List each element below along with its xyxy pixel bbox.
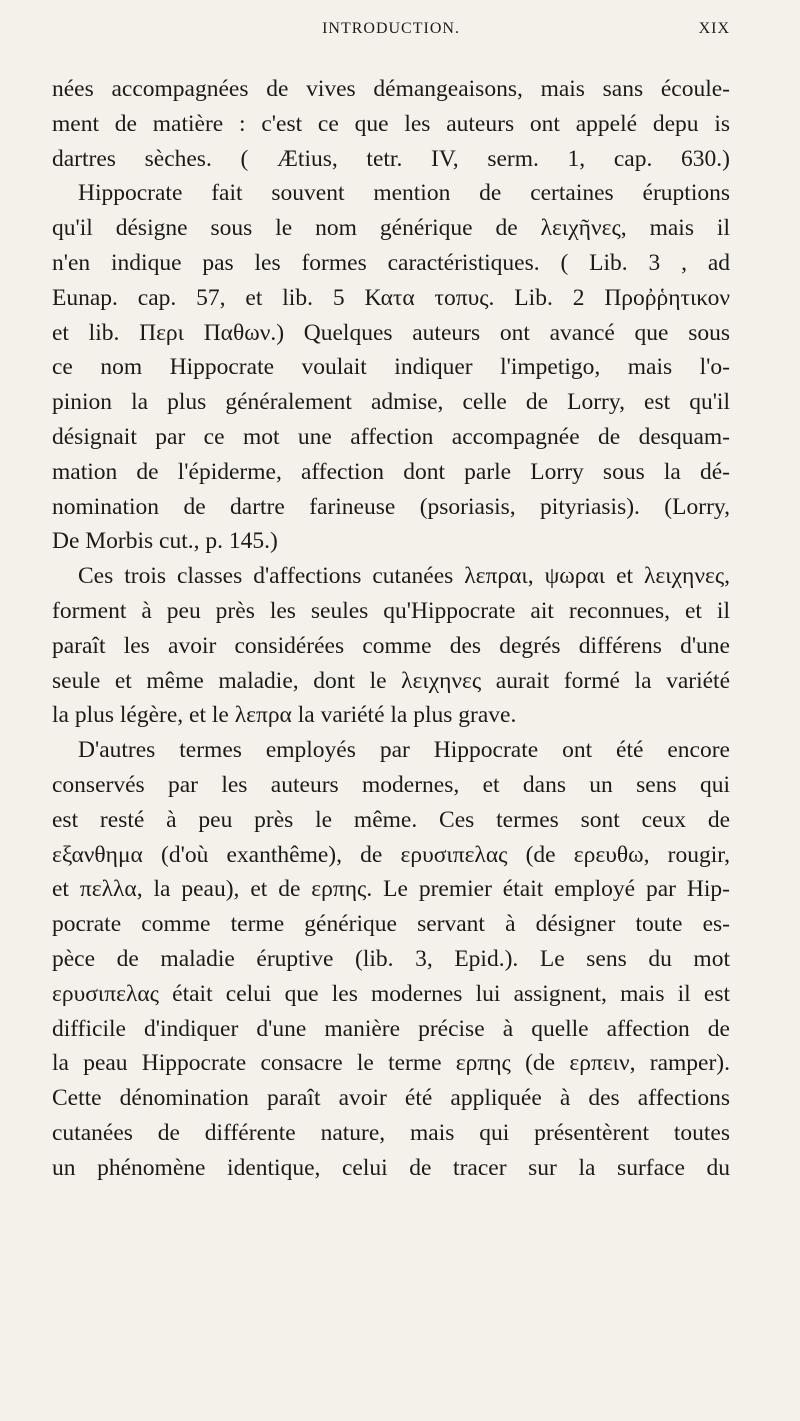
text-line: ment de matière : c'est ce que les auteurs ont appelé depu is [52,110,730,137]
text-line: et lib. Περι Παθων.) Quelques auteurs ont avancé que sous [52,319,730,346]
running-header [52,20,730,50]
text-line: paraît les avoir considérées comme des degrés différens d'une [52,632,730,659]
text-line: conservés par les auteurs modernes, et dans un sens qui [52,771,730,798]
text-line: la peau Hippocrate consacre le terme ερπης (de ερπειν, ramper). [52,1050,730,1077]
text-line: cutanées de différente nature, mais qui présentèrent toutes [52,1119,730,1146]
text-line: la plus légère, et le λεπρα la variété la plus grave. [52,702,517,729]
text-line: Eunap. cap. 57, et lib. 5 Κατα τοπυς. Lib. 2 Προῤῥητικον [52,284,730,311]
text-line: un phénomène identique, celui de tracer sur la surface du [52,1154,730,1181]
text-line: Ces trois classes d'affections cutanées λεπραι, ψωραι et λειχηνες, [78,563,730,590]
text-line: et πελλα, la peau), et de ερπης. Le premier était employé par Hip- [52,876,730,903]
text-line: n'en indique pas les formes caractéristiques. ( Lib. 3 , ad [52,249,730,276]
text-line: dartres sèches. ( Ætius, tetr. IV, serm. 1, cap. 630.) [52,145,730,172]
text-line: pèce de maladie éruptive (lib. 3, Epid.). Le sens du mot [52,945,730,972]
text-line: qu'il désigne sous le nom générique de λειχῆνες, mais il [52,215,730,242]
page-number: XIX [698,20,730,37]
running-title: INTRODUCTION. [322,20,460,37]
body-text [52,72,730,1186]
text-line: pinion la plus généralement admise, celle de Lorry, est qu'il [52,389,730,416]
text-line: Hippocrate fait souvent mention de certaines éruptions [78,180,730,207]
text-line: ερυσιπελας était celui que les modernes lui assignent, mais il est [52,980,730,1007]
text-line: Cette dénomination paraît avoir été appliquée à des affections [52,1085,730,1112]
text-line: est resté à peu près le même. Ces termes sont ceux de [52,806,730,833]
text-line: ce nom Hippocrate voulait indiquer l'impetigo, mais l'o- [52,354,730,381]
text-line: εξανθημα (d'où exanthême), de ερυσιπελας (de ερευθω, rougir, [52,841,730,868]
text-line: De Morbis cut., p. 145.) [52,528,278,555]
text-line: désignait par ce mot une affection accompagnée de desquam- [52,423,730,450]
text-line: seule et même maladie, dont le λειχηνες aurait formé la variété [52,667,730,694]
text-line: nées accompagnées de vives démangeaisons, mais sans écoule- [52,76,730,102]
text-line: difficile d'indiquer d'une manière précise à quelle affection de [52,1015,730,1042]
text-line: nomination de dartre farineuse (psoriasis, pityriasis). (Lorry, [52,493,730,520]
text-line: mation de l'épiderme, affection dont parle Lorry sous la dé- [52,458,730,485]
text-line: D'autres termes employés par Hippocrate ont été encore [78,737,730,764]
text-line: pocrate comme terme générique servant à désigner toute es- [52,911,730,938]
text-line: forment à peu près les seules qu'Hippocrate ait reconnues, et il [52,597,730,624]
